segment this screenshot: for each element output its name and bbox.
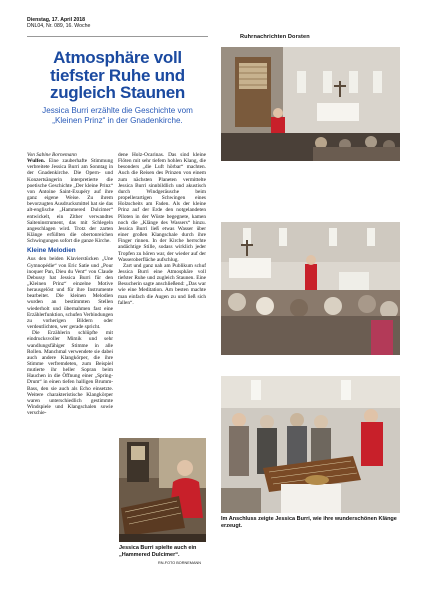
photo-demonstration-image — [221, 376, 400, 513]
paragraph-ocarinas: dene Holz-Ocarinas. Das sind kleine Flöten mit sehr tiefem hohlen Klang, die besonders „die Luft hörbar“ machten. Auch die Reisen des Prinzen von einem zum nächsten Planeten vermittelte Jessica Burri sinnbildlich und akustisch durch Windgeräusche beim propellerartigen Schwingen eines Holzscheits am Faden. Als der kleine Prinz auf der Erde den notgelandeten Piloten in der Wüste begegnete, kamen noch die „Klänge des Wassers“ hinzu. Jessica Burri ließ etwas Wasser über einer großen Klangschale durch ihre Finger rinnen. In der Kirche herrschte andächtige Stille, sodass wirklich jeder Tropfen zu hören war, der wieder auf der Wasseroberfläche aufschlug. — [118, 152, 206, 263]
paragraph-atmosphere: Zart und ganz nah am Publikum schuf Jessica Burri eine Atmosphäre voll tiefster Ruhe und zugleich Staunen. Eine Besucherin sagte anschließend: „Das war wie eine Meditation. Am besten machte man einfach die Augen zu und ließ sich fallen“. — [118, 262, 206, 306]
header-rule — [27, 36, 208, 37]
article-headline: Atmosphäre voll tiefster Ruhe und zugleich Staunen — [50, 48, 185, 103]
photo-church-altar — [221, 47, 400, 161]
photo-church-altar-image — [221, 47, 400, 161]
section-subtitle: Kleine Melodien — [27, 247, 76, 255]
date-line: Dienstag, 17. April 2018 — [27, 17, 86, 23]
paragraph-intro-text: Eine zauberhafte Stimmung verbreitete Jessica Burri am Sonntag in der Gnadenkirche. Die Opern- und Konzertsängerin interpretierte die poetische Geschichte „Der kleine Prinz“ von Antoine Saint-Exupéry auf ihre ganz eigene Weise. Zu ihrem bevorzugten Ausdrucksmittel hat sie das alt-englische „Hammered Dulcimer“ entwickelt, ein Zither verwandtes Saiteninstrument, das mit Schlegeln angeschlagen wird. Trotz der zarten Klänge erfüllten die obertonreichen Schwingungen sofort die ganze Kirche. — [27, 158, 113, 245]
text-column-2 — [118, 152, 206, 432]
photo-demonstration — [221, 376, 400, 513]
issue-line: DNL04, Nr. 089, 16. Woche — [27, 23, 91, 30]
photo-credit: RN-FOTO BORNEMANN — [158, 561, 201, 565]
caption-demonstration: Im Anschluss zeigte Jessica Burri, wie ihre wunderschönen Klänge erzeugt. — [221, 516, 397, 529]
text-column-1 — [27, 152, 113, 568]
section-name: Ruhrnachrichten Dorsten — [240, 34, 310, 40]
article-subhead: Jessica Burri erzählte die Geschichte vom „Kleinen Prinz“ in der Gnadenkirche. — [42, 106, 193, 125]
photo-audience-image — [221, 222, 400, 355]
paragraph-melodies: Aus den beiden Klavierstücken „Une Gymnopédie“ von Eric Satie und „Pour inoquer Pan, Dieu du Vent“ von Claude Debussy hat Jessica Burri für den „Kleinen Prinz“ einzelne Motive herausgelöst und für ihre Instrumente bearbeitet. Die kleinen Melodien wurden an bestimmten Stellen wiederholt und übernahmen fast eine Erzählerfunktion, schufen Verbindungen zu vorherigen Bildern oder verdeutlichten, wer gerade spricht. — [27, 256, 113, 331]
photo-dulcimer — [119, 438, 206, 542]
lead-place: Wulfen. — [27, 158, 46, 165]
byline: Von Sabine Bornemann — [27, 152, 77, 158]
photo-dulcimer-image — [119, 438, 206, 542]
photo-audience — [221, 222, 400, 355]
issue-info — [27, 17, 90, 29]
caption-dulcimer: Jessica Burri spielte auch ein „Hammered Dulcimer“. — [119, 545, 197, 558]
paragraph-narrator: Die Erzählerin schlüpfte mit eindrucksvoller Mimik und sehr wandlungsfähiger Stimme in alle Rollen. Manchmal verwendete sie dabei auch andere Klangkörper, die ihre Stimme verfremdeten, zum Beispiel mutierte ihr heller Sopran beim Hauchen in die Öffnung einer „Spring-Drum“ in einen tiefen halligen Brumm-Bass, den sie auch als Echo einsetzte. Weitere charakteristische Klangkörper waren unterschiedlich gestimmte Windspiele und Klangschalen sowie verschie- — [27, 330, 113, 417]
paragraph-intro — [27, 158, 113, 244]
